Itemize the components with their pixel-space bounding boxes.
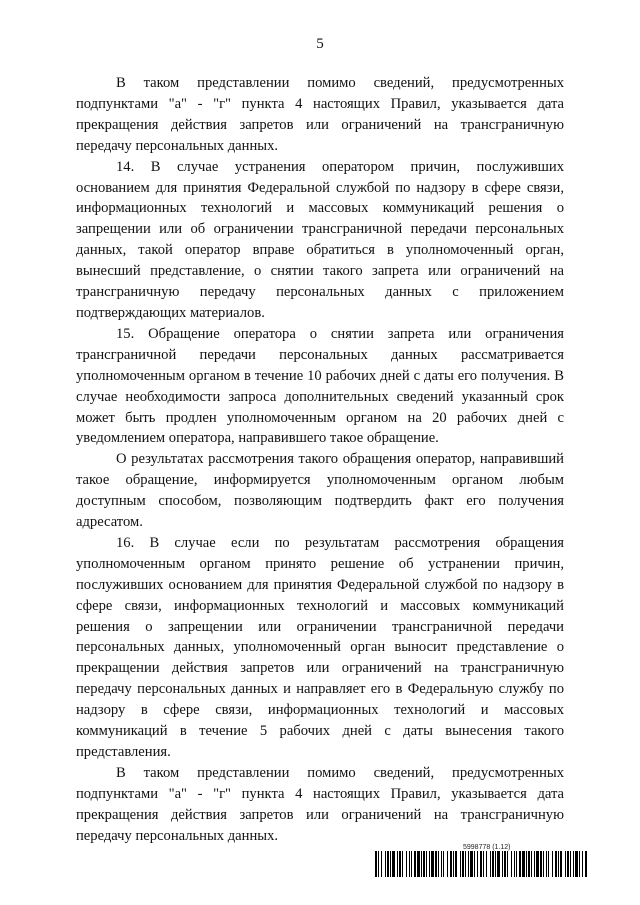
paragraph-item-15: 15. Обращение оператора о снятии запрета или ограничения трансграничной передачи персональных данных рассматривается уполномоченным органом в течение 10 рабочих дней с даты его получения. В случае необходимости запроса дополнительных сведений указанный срок может быть продлен уполномоченным органом на 20 рабочих дней с уведомлением оператора, направившего такое обращение.: [76, 325, 564, 447]
barcode-icon: [375, 851, 587, 877]
paragraph-item-15-result: О результатах рассмотрения такого обращения оператор, направивший такое обращение, информируется уполномоченным органом любым доступным способом, позволяющим подтвердить факт его получения адресатом.: [76, 451, 564, 531]
paragraph-item-16: 16. В случае если по результатам рассмотрения обращения уполномоченным органом принято решение об устранении причин, послуживших основанием для принятия Федеральной службой по надзору в сфере связи, информационных технологий и массовых коммуникаций решения о запрещении или ограничении трансграничной передачи персональных данных, уполномоченный орган выносит представление о прекращении действия запретов или ограничений на трансграничную передачу персональных данных и направляет его в Федеральную службу по надзору в сфере связи, информационных технологий и массовых коммуникаций в течение 5 рабочих дней с даты вынесения такого представления.: [76, 534, 564, 760]
paragraph-notice-contents: В таком представлении помимо сведений, предусмотренных подпунктами "а" - "г" пункта 4 настоящих Правил, указывается дата прекращения действия запретов или ограничений на трансграничную передачу персональных данных.: [76, 75, 564, 154]
document-body: [76, 73, 564, 847]
paragraph-item-14: 14. В случае устранения оператором причин, послуживших основанием для принятия Федеральной службой по надзору в сфере связи, информационных технологий и массовых коммуникаций решения о запрещении или об ограничении трансграничной передачи персональных данных, такой оператор вправе обратиться в уполномоченный орган, вынесший представление, о снятии такого запрета или ограничений на трансграничную передачу персональных данных с приложением подтверждающих материалов.: [76, 158, 564, 321]
paragraph-notice-contents-repeat: В таком представлении помимо сведений, предусмотренных подпунктами "а" - "г" пункта 4 настоящих Правил, указывается дата прекращения действия запретов или ограничений на трансграничную передачу персональных данных.: [76, 764, 564, 844]
document-code: 5998778 (1.12): [463, 844, 511, 851]
page-number: 5: [316, 36, 324, 52]
